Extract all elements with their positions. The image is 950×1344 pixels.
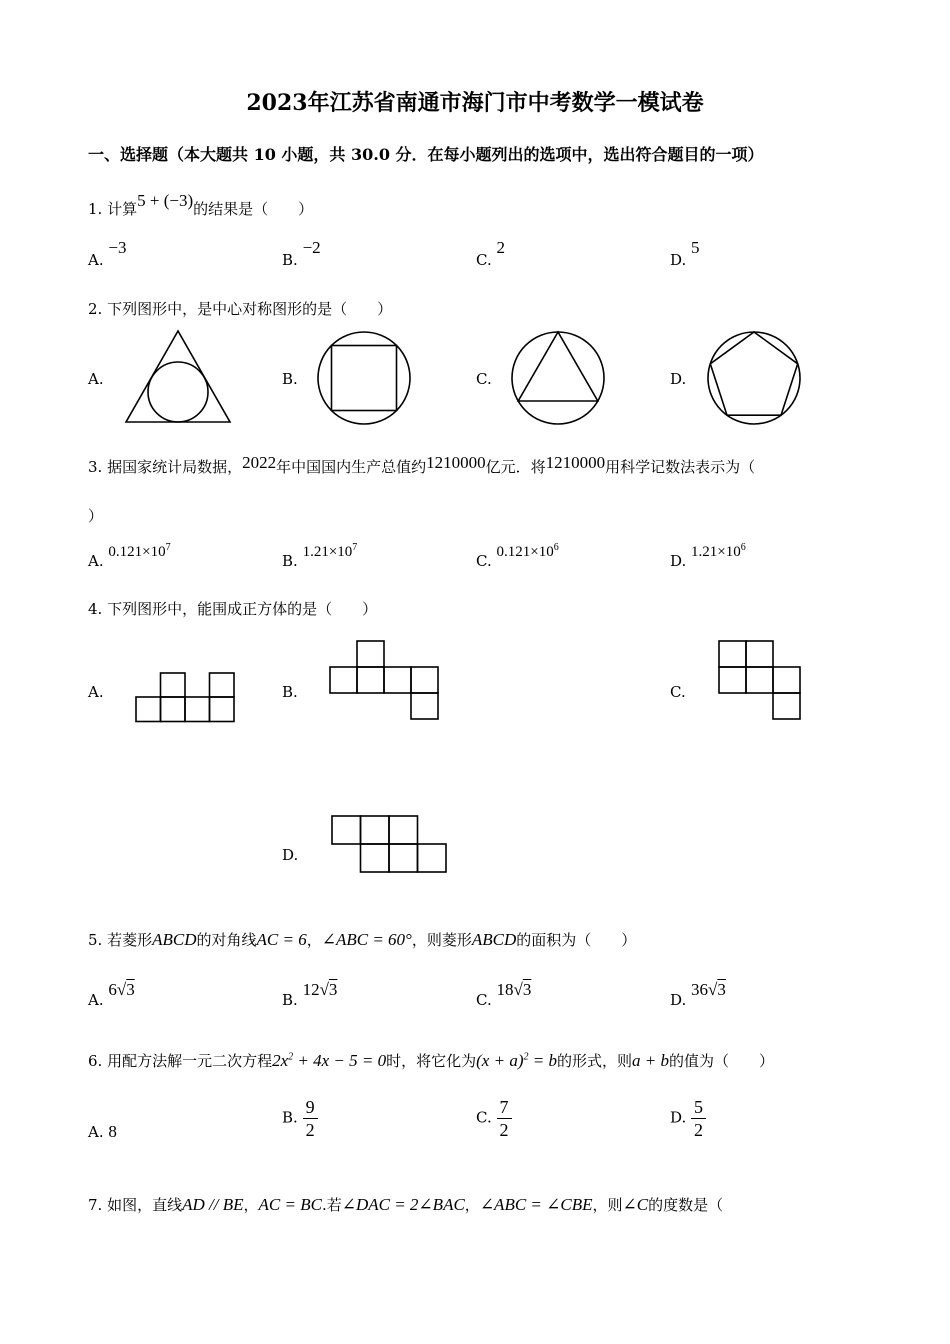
question-text: ，则菱形 [411,931,472,949]
option-label: D. [670,991,687,1009]
option-label: C. [476,251,492,269]
option-d[interactable] [670,370,686,388]
question-5 [88,929,636,950]
option-radicand: 3 [522,980,532,999]
equation-exponent: 2 [288,1051,294,1063]
circle-with-inscribed-triangle-figure [508,328,608,428]
question-text: 年中国国内生产总值约 [276,458,427,476]
option-a[interactable] [88,370,104,388]
math-expression: AC = BC [258,1195,322,1214]
option-label: A. [88,991,104,1009]
option-label: B. [282,683,298,701]
question-text: ， [306,931,322,949]
page-title: 2023年江苏省南通市海门市中考数学一模试卷 [246,90,704,116]
question-text: 时，将它化为 [386,1052,477,1070]
question-3-continuation: ） [88,507,104,525]
math-number: 1210000 [426,453,486,472]
option-value: 2 [496,238,505,257]
equation-part: = b [528,1051,557,1070]
cube-net-a-figure [135,672,237,724]
option-label: B. [282,251,298,269]
option-value: 0.121×10 [496,544,554,560]
option-c[interactable] [476,238,505,270]
option-value: 1.21×10 [302,544,353,560]
option-exponent: 6 [740,542,746,553]
option-a[interactable] [88,683,104,701]
math-expression: ABCD [152,930,197,949]
option-label: D. [670,251,687,269]
fraction-numerator: 5 [691,1096,706,1119]
option-exponent: 6 [553,542,559,553]
option-c[interactable] [476,1096,512,1141]
math-expression [476,1051,557,1070]
question-number: 2. [88,300,103,318]
math-expression: AD // BE [182,1195,244,1214]
option-value: 1.21×10 [691,544,741,560]
question-2 [88,298,392,319]
option-radicand: 3 [126,980,135,999]
option-b[interactable] [282,980,338,1010]
question-text: 的值为（ ） [668,1052,774,1070]
option-label: C. [670,683,686,701]
sqrt-icon: √ [513,980,523,999]
question-number: 6. [88,1052,103,1070]
option-label: A. [88,552,104,570]
option-b[interactable] [282,683,298,701]
option-b[interactable] [282,1096,318,1141]
fraction [303,1096,318,1141]
math-expression [272,1051,386,1070]
equation-part: (x + a) [476,1051,524,1070]
question-text: 若菱形 [107,931,153,949]
option-a[interactable] [88,980,135,1010]
option-label: A. [88,370,104,388]
question-text: 据国家统计局数据， [107,458,243,476]
option-radicand: 3 [717,980,726,999]
math-expression: AC = 6 [256,930,307,949]
circle-with-inscribed-square-figure [314,328,414,428]
math-expression: ∠ABC = ∠CBE [479,1195,593,1214]
math-expression: ABCD [471,930,517,949]
question-text: 的度数是（ [648,1196,724,1214]
option-b[interactable] [282,238,321,270]
option-value: 0.121×10 [108,544,166,560]
option-a[interactable] [88,1122,117,1142]
question-number: 7. [88,1196,103,1214]
math-expression: ∠C [622,1195,649,1214]
option-coefficient: 6 [108,980,117,999]
question-text: 的面积为（ ） [516,931,637,949]
option-coefficient: 18 [496,980,514,999]
option-label: C. [476,552,492,570]
option-value: 8 [108,1122,117,1141]
option-label: D. [282,846,299,864]
sqrt-icon: √ [319,980,329,999]
question-text: 用科学记数法表示为（ [605,458,756,476]
sqrt-icon: √ [708,980,718,999]
question-text: 的对角线 [196,931,257,949]
question-text: ， [464,1196,480,1214]
math-expression: 5 + (−3) [137,191,194,210]
option-coefficient: 36 [691,980,709,999]
option-d[interactable] [282,846,298,864]
question-text: ， [243,1196,259,1214]
question-number: 1. [88,200,103,218]
option-exponent: 7 [352,542,358,553]
math-expression: a + b [631,1051,669,1070]
question-number: 3. [88,458,103,476]
option-value: −3 [108,238,127,257]
option-a[interactable] [88,238,127,270]
option-coefficient: 12 [302,980,320,999]
question-7 [88,1194,723,1215]
question-text: ，则 [592,1196,623,1214]
fraction-denominator: 2 [499,1120,509,1140]
question-text: 亿元．将 [485,458,546,476]
cube-net-d-figure [331,815,449,875]
option-value: 5 [691,238,700,257]
option-c[interactable] [476,980,532,1010]
option-d[interactable] [670,542,746,571]
option-c[interactable] [670,683,686,701]
option-exponent: 7 [165,542,171,553]
question-text: 计算 [107,200,138,218]
fraction-numerator: 9 [303,1096,318,1119]
option-a[interactable] [88,542,171,571]
option-c[interactable] [476,542,559,571]
option-label: A. [88,1123,104,1141]
option-d[interactable] [670,980,726,1010]
question-text: .若 [321,1196,342,1214]
option-label: C. [476,370,492,388]
option-b[interactable] [282,370,298,388]
fraction [497,1096,512,1141]
option-label: D. [670,552,687,570]
fraction [691,1096,706,1141]
option-label: B. [282,370,298,388]
option-label: B. [282,552,298,570]
question-6 [88,1050,774,1071]
option-label: B. [282,1108,298,1127]
circle-with-inscribed-pentagon-figure [704,328,804,428]
question-text: 的形式，则 [556,1052,632,1070]
option-label: B. [282,991,298,1009]
fraction-denominator: 2 [694,1120,704,1140]
option-c[interactable] [476,370,492,388]
question-number: 5. [88,931,103,949]
question-text: 下列图形中，能围成正方体的是（ ） [107,600,378,618]
fraction-denominator: 2 [305,1120,315,1140]
cube-net-c-figure [718,640,802,722]
equation-exponent: 2 [523,1051,529,1063]
option-label: D. [670,370,687,388]
question-text: 用配方法解一元二次方程 [107,1052,273,1070]
equation-part: 2x [272,1051,289,1070]
option-value: −2 [302,238,321,257]
option-d[interactable] [670,1096,706,1141]
fraction-numerator: 7 [497,1096,512,1119]
question-text: 下列图形中，是中心对称图形的是（ ） [107,300,393,318]
triangle-with-inscribed-circle-figure [118,326,238,426]
math-expression: ∠ABC = 60° [321,930,412,949]
math-number: 1210000 [545,453,606,472]
cube-net-b-figure [329,640,441,722]
option-label: C. [476,1108,492,1127]
question-3 [88,453,756,477]
question-4 [88,598,377,619]
option-radicand: 3 [328,980,338,999]
question-number: 4. [88,600,103,618]
math-number: 2022 [242,453,277,472]
option-d[interactable] [670,238,700,270]
question-1 [88,191,314,219]
option-label: D. [670,1108,687,1127]
section-heading: 一、选择题（本大题共 10 小题，共 30.0 分．在每小题列出的选项中，选出符合题目的一项） [88,145,764,164]
question-text: 如图，直线 [107,1196,183,1214]
equation-part: + 4x − 5 = 0 [293,1051,387,1070]
math-expression: ∠DAC = 2∠BAC [341,1195,465,1214]
option-label: A. [88,683,104,701]
option-b[interactable] [282,542,358,571]
option-label: A. [88,251,104,269]
option-label: C. [476,991,492,1009]
question-text: 的结果是（ ） [193,200,314,218]
sqrt-icon: √ [116,980,127,999]
